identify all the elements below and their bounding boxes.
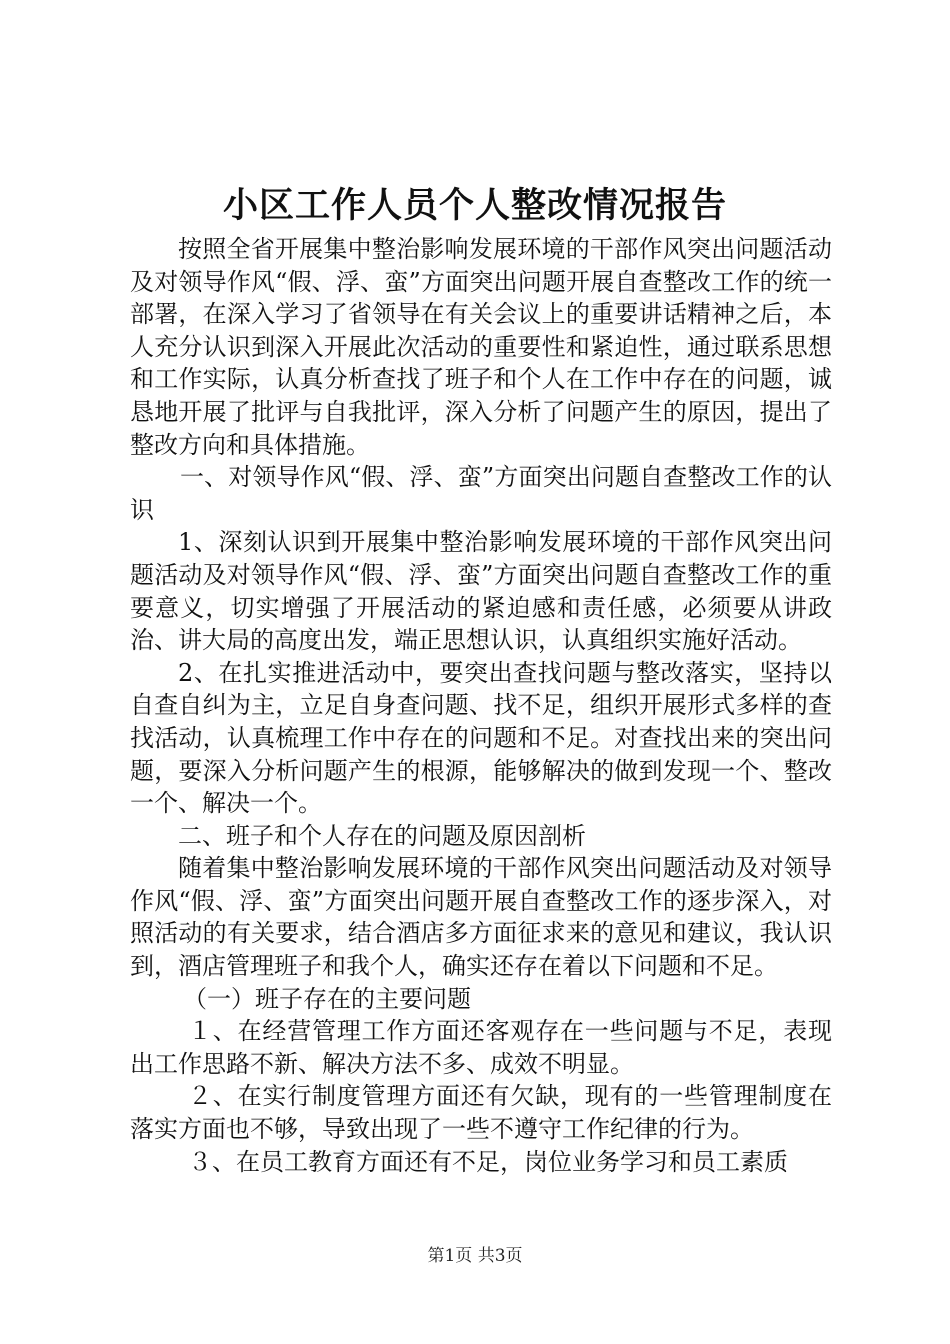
paragraph-item-2: 2、在扎实推进活动中，要突出查找问题与整改落实，坚持以自查自纠为主，立足自身查问题、找不足，组织开展形式多样的查找活动，认真梳理工作中存在的问题和不足。对查找出来的突出问题，要深入分析问题产生的根源，能够解决的做到发现一个、整改一个、解决一个。 [130, 658, 832, 818]
paragraph-problem-2: ２、在实行制度管理方面还有欠缺，现有的一些管理制度在落实方面也不够，导致出现了一些不遵守工作纪律的行为。 [130, 1082, 832, 1144]
document-title: 小区工作人员个人整改情况报告 [222, 185, 727, 226]
paragraph-intro: 按照全省开展集中整治影响发展环境的干部作风突出问题活动及对领导作风“假、浮、蛮”方面突出问题开展自查整改工作的统一部署，在深入学习了省领导在有关会议上的重要讲话精神之后，本人充分认识到深入开展此次活动的重要性和紧迫性，通过联系思想和工作实际，认真分析查找了班子和个人在工作中存在的问题，诚恳地开展了批评与自我批评，深入分析了问题产生的原因，提出了整改方向和具体措施。 [130, 235, 832, 459]
page-footer: 第1页 共3页 [427, 1246, 523, 1266]
paragraph-section-2-intro: 随着集中整治影响发展环境的干部作风突出问题活动及对领导作风“假、浮、蛮”方面突出问题开展自查整改工作的逐步深入，对照活动的有关要求，结合酒店多方面征求来的意见和建议，我认识到，酒店管理班子和我个人，确实还存在着以下问题和不足。 [130, 854, 832, 981]
paragraph-problem-3: ３、在员工教育方面还有不足，岗位业务学习和员工素质 [188, 1147, 788, 1176]
heading-section-2: 二、班子和个人存在的问题及原因剖析 [178, 821, 586, 850]
document-body [130, 233, 832, 1178]
heading-subsection-1: （一）班子存在的主要问题 [183, 984, 471, 1013]
paragraph-item-1: 1、深刻认识到开展集中整治影响发展环境的干部作风突出问题活动及对领导作风“假、浮、蛮”方面突出问题自查整改工作的重要意义，切实增强了开展活动的紧迫感和责任感，必须要从讲政治、讲大局的高度出发，端正思想认识，认真组织实施好活动。 [130, 528, 832, 655]
paragraph-problem-1: １、在经营管理工作方面还客观存在一些问题与不足，表现出工作思路不新、解决方法不多、成效不明显。 [130, 1017, 832, 1078]
heading-section-1: 一、对领导作风“假、浮、蛮”方面突出问题自查整改工作的认识 [130, 463, 832, 524]
